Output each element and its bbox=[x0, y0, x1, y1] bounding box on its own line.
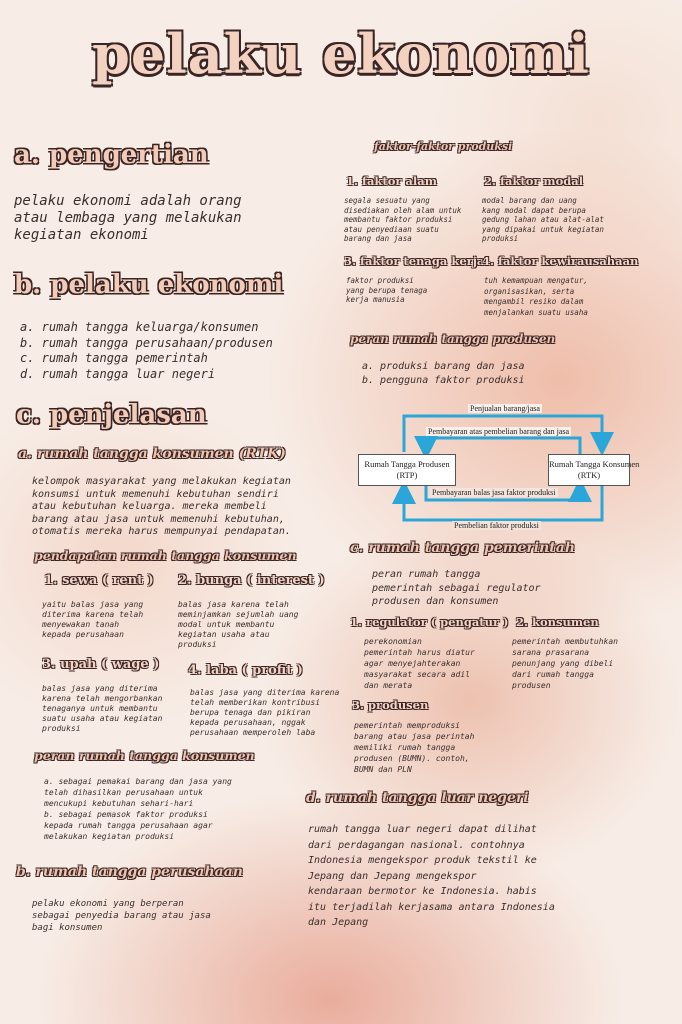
faktor-tenaga-title: 3. faktor tenaga kerja bbox=[344, 254, 485, 268]
list-item: c. rumah tangga pemerintah bbox=[20, 351, 208, 365]
text-line: kepada perusahaan bbox=[42, 630, 124, 639]
perusahaan-heading: b. rumah tangga perusahaan bbox=[16, 864, 243, 880]
bunga-title: 2. bunga ( interest ) bbox=[178, 573, 325, 588]
text-line: pemerintah membutuhkan bbox=[512, 637, 618, 646]
faktor-modal-title: 2. faktor modal bbox=[484, 174, 584, 188]
text-line: dari rumah tangga bbox=[512, 670, 594, 679]
produsen-title: 3. produsen bbox=[352, 698, 429, 712]
text-line: perekonomian bbox=[364, 637, 422, 646]
pendapatan-heading: pendapatan rumah tangga konsumen bbox=[34, 548, 297, 563]
text-line: menjalankan suatu usaha bbox=[484, 307, 588, 317]
box-label: Rumah Tangga Konsumen bbox=[549, 459, 640, 469]
perusahaan-text bbox=[32, 898, 211, 934]
text-line: dari perdagangan nasional. contohnya bbox=[308, 839, 525, 851]
regulator-text bbox=[364, 636, 475, 691]
text-line: Indonesia mengekspor produk tekstil ke bbox=[308, 855, 537, 866]
list-item: a. produksi barang dan jasa bbox=[362, 361, 525, 372]
rtk-text bbox=[32, 476, 291, 539]
text-line: konsumsi untuk memenuhi kebutuhan sendiri bbox=[32, 488, 279, 500]
text-line: dan Jepang bbox=[308, 917, 369, 928]
faktor-modal-text bbox=[482, 196, 604, 244]
faktor-tenaga-text bbox=[346, 276, 427, 305]
text-line: BUMN dan PLN bbox=[354, 765, 412, 774]
text-line: produksi bbox=[482, 234, 519, 243]
label-pembayaran-barang: Pembayaran atas pembelian barang dan jasa bbox=[428, 427, 570, 436]
upah-text bbox=[42, 684, 162, 734]
text-line: mencukupi kebutuhan sehari-hari bbox=[44, 799, 194, 808]
text-line: faktor produksi bbox=[346, 276, 414, 285]
label-penjualan: Penjualan barang/jasa bbox=[470, 404, 540, 413]
circular-flow-diagram bbox=[356, 404, 640, 530]
peran-konsumen-heading: peran rumah tangga konsumen bbox=[34, 748, 255, 763]
text-line: sebagai penyedia barang atau jasa bbox=[32, 911, 211, 921]
rtk-heading: a. rumah tangga konsumen (RTK) bbox=[18, 446, 286, 462]
pemerintah-heading: c. rumah tangga pemerintah bbox=[350, 540, 576, 556]
text-line: produsen dan konsumen bbox=[372, 596, 499, 607]
text-line: masyarakat secara adil bbox=[364, 670, 470, 679]
label-pembelian-faktor: Pembelian faktor produksi bbox=[454, 521, 539, 530]
text-line: melakukan kegiatan produksi bbox=[44, 832, 175, 841]
text-line: barang atau jasa untuk memenuhi kebutuhan, bbox=[32, 513, 285, 525]
box-label: Rumah Tangga Produsen bbox=[364, 459, 450, 469]
text-line: barang dan jasa bbox=[344, 234, 412, 243]
text-line: Jepang dan Jepang mengekspor bbox=[308, 870, 477, 882]
text-line: otomatis mereka harus mempunyai pendapatan. bbox=[32, 526, 291, 537]
regulator-title: 1. regulator ( pengatur ) bbox=[350, 615, 509, 629]
text-line: atau penyediaan suatu bbox=[344, 224, 439, 234]
text-line: telah memberikan kontribusi bbox=[190, 698, 321, 707]
text-line: segala sesuatu yang bbox=[344, 196, 430, 205]
text-line: tuh kemampuan mengatur, bbox=[484, 276, 588, 285]
text-line: produsen bbox=[512, 681, 551, 690]
konsumen-title: 2. konsumen bbox=[516, 615, 599, 629]
faktor-alam-text bbox=[344, 196, 461, 244]
text-line: kang modal dapat berupa bbox=[482, 205, 586, 215]
faktor-alam-title: 1. faktor alam bbox=[346, 174, 437, 188]
text-line: diterima karena telah bbox=[42, 610, 144, 619]
bunga-text bbox=[178, 600, 298, 650]
text-line: produksi bbox=[178, 640, 217, 649]
text-line: balas jasa yang diterima karena bbox=[190, 688, 340, 697]
text-line: kepada rumah tangga perusahaan agar bbox=[44, 821, 213, 830]
text-line: a. sebagai pemakai barang dan jasa yang bbox=[44, 777, 232, 786]
text-line: meminjamkan sejumlah uang bbox=[178, 610, 299, 619]
text-line: berupa tenaga dan pikiran bbox=[190, 708, 311, 717]
text-line: telah dihasilkan perusahaan untuk bbox=[44, 788, 203, 797]
konsumen-text bbox=[512, 636, 618, 691]
text-line: kelompok masyarakat yang melakukan kegiatan bbox=[32, 476, 291, 487]
text-line: kegiatan usaha atau bbox=[178, 630, 270, 639]
text-line: itu terjadilah kerjasama antara Indonesia bbox=[308, 901, 555, 913]
text-line: menyewakan tanah bbox=[42, 620, 120, 629]
text-line: modal barang dan uang bbox=[482, 196, 577, 205]
text-line: peran rumah tangga bbox=[372, 569, 481, 580]
laba-title: 4. laba ( profit ) bbox=[188, 663, 303, 678]
text-line: kegiatan ekonomi bbox=[14, 227, 149, 243]
peran-produsen-list bbox=[362, 360, 525, 388]
laba-text bbox=[190, 688, 339, 738]
produsen-text bbox=[354, 720, 474, 775]
luar-negeri-heading: d. rumah tangga luar negeri bbox=[306, 790, 529, 806]
text-line: pemerintah memproduksi bbox=[354, 721, 460, 730]
text-line: karena telah mengorbankan bbox=[42, 694, 163, 703]
peran-produsen-heading: peran rumah tangga produsen bbox=[350, 332, 556, 346]
luar-negeri-text bbox=[308, 822, 555, 931]
label-balas-jasa: Pembayaran balas jasa faktor produksi bbox=[432, 488, 556, 497]
list-item: b. pengguna faktor produksi bbox=[362, 375, 525, 386]
pelaku-list bbox=[20, 320, 273, 382]
text-line: yaitu balas jasa yang bbox=[42, 600, 144, 609]
sewa-text bbox=[42, 600, 143, 640]
pengertian-heading: a. pengertian bbox=[14, 140, 209, 170]
text-line: perusahaan memperoleh laba bbox=[190, 728, 316, 737]
text-line: sarana prasarana bbox=[512, 648, 590, 657]
box-label: (RTK) bbox=[577, 470, 601, 480]
text-line: bagi konsumen bbox=[32, 923, 103, 933]
text-line: disediakan oleh alam untuk bbox=[344, 205, 462, 215]
list-item: d. rumah tangga luar negeri bbox=[20, 366, 216, 381]
pelaku-heading: b. pelaku ekonomi bbox=[14, 270, 284, 300]
text-line: suatu usaha atau kegiatan bbox=[42, 714, 163, 723]
text-line: modal untuk membantu bbox=[178, 620, 275, 629]
text-line: pelaku ekonomi yang berperan bbox=[32, 899, 184, 909]
text-line: kendaraan bermotor ke Indonesia. habis bbox=[308, 886, 537, 897]
faktor-kewirausahaan-text bbox=[484, 276, 588, 318]
pemerintah-text bbox=[372, 568, 541, 609]
faktor-heading: faktor-faktor produksi bbox=[374, 140, 513, 153]
text-line: kepada perusahaan, nggak bbox=[190, 718, 306, 727]
text-line: dan merata bbox=[364, 681, 413, 690]
penjelasan-heading: c. penjelasan bbox=[16, 400, 207, 430]
text-line: memiliki rumah tangga bbox=[354, 743, 456, 752]
peran-konsumen-text bbox=[44, 776, 232, 842]
box-rtk bbox=[548, 454, 640, 486]
text-line: b. sebagai pemasok faktor produksi bbox=[44, 810, 208, 819]
text-line: yang dipakai untuk kegiatan bbox=[482, 224, 604, 234]
arrow-pembayaran-barang bbox=[426, 438, 580, 454]
text-line: balas jasa yang diterima bbox=[42, 684, 158, 693]
text-line: agar menyejahterakan bbox=[364, 659, 461, 668]
text-line: tenaganya untuk membantu bbox=[42, 704, 158, 713]
faktor-kewirausahaan-title: 4. faktor kewirausahaan bbox=[482, 254, 639, 268]
text-line: kerja manusia bbox=[346, 295, 405, 304]
text-line: penunjang yang dibeli bbox=[512, 659, 614, 668]
text-line: atau kebutuhan keluarga. mereka membeli bbox=[32, 501, 267, 512]
text-line: mengambil resiko dalam bbox=[484, 297, 584, 306]
text-line: balas jasa karena telah bbox=[178, 600, 289, 609]
text-line: atau lembaga yang melakukan bbox=[14, 210, 242, 226]
text-line: organisasikan, serta bbox=[484, 286, 575, 296]
box-rtp bbox=[358, 454, 456, 486]
list-item: b. rumah tangga perusahaan/produsen bbox=[20, 335, 273, 350]
text-line: yang berupa tenaga bbox=[346, 285, 428, 295]
page-title: pelaku ekonomi bbox=[92, 22, 590, 86]
text-line: pemerintah harus diatur bbox=[364, 648, 475, 657]
text-line: produksi bbox=[42, 724, 81, 733]
sewa-title: 1. sewa ( rent ) bbox=[44, 573, 154, 588]
pengertian-text bbox=[14, 193, 242, 244]
box-label: (RTP) bbox=[396, 470, 418, 480]
text-line: produsen (BUMN). contoh, bbox=[354, 754, 470, 763]
text-line: barang atau jasa perintah bbox=[354, 732, 475, 741]
upah-title: 3. upah ( wage ) bbox=[42, 657, 160, 672]
text-line: gedung lahan atau alat-alat bbox=[482, 215, 604, 224]
list-item: a. rumah tangga keluarga/konsumen bbox=[20, 320, 259, 334]
text-line: rumah tangga luar negeri dapat dilihat bbox=[308, 824, 537, 835]
text-line: pelaku ekonomi adalah orang bbox=[14, 193, 242, 209]
text-line: pemerintah sebagai regulator bbox=[372, 582, 541, 594]
text-line: membantu faktor produksi bbox=[344, 215, 453, 224]
